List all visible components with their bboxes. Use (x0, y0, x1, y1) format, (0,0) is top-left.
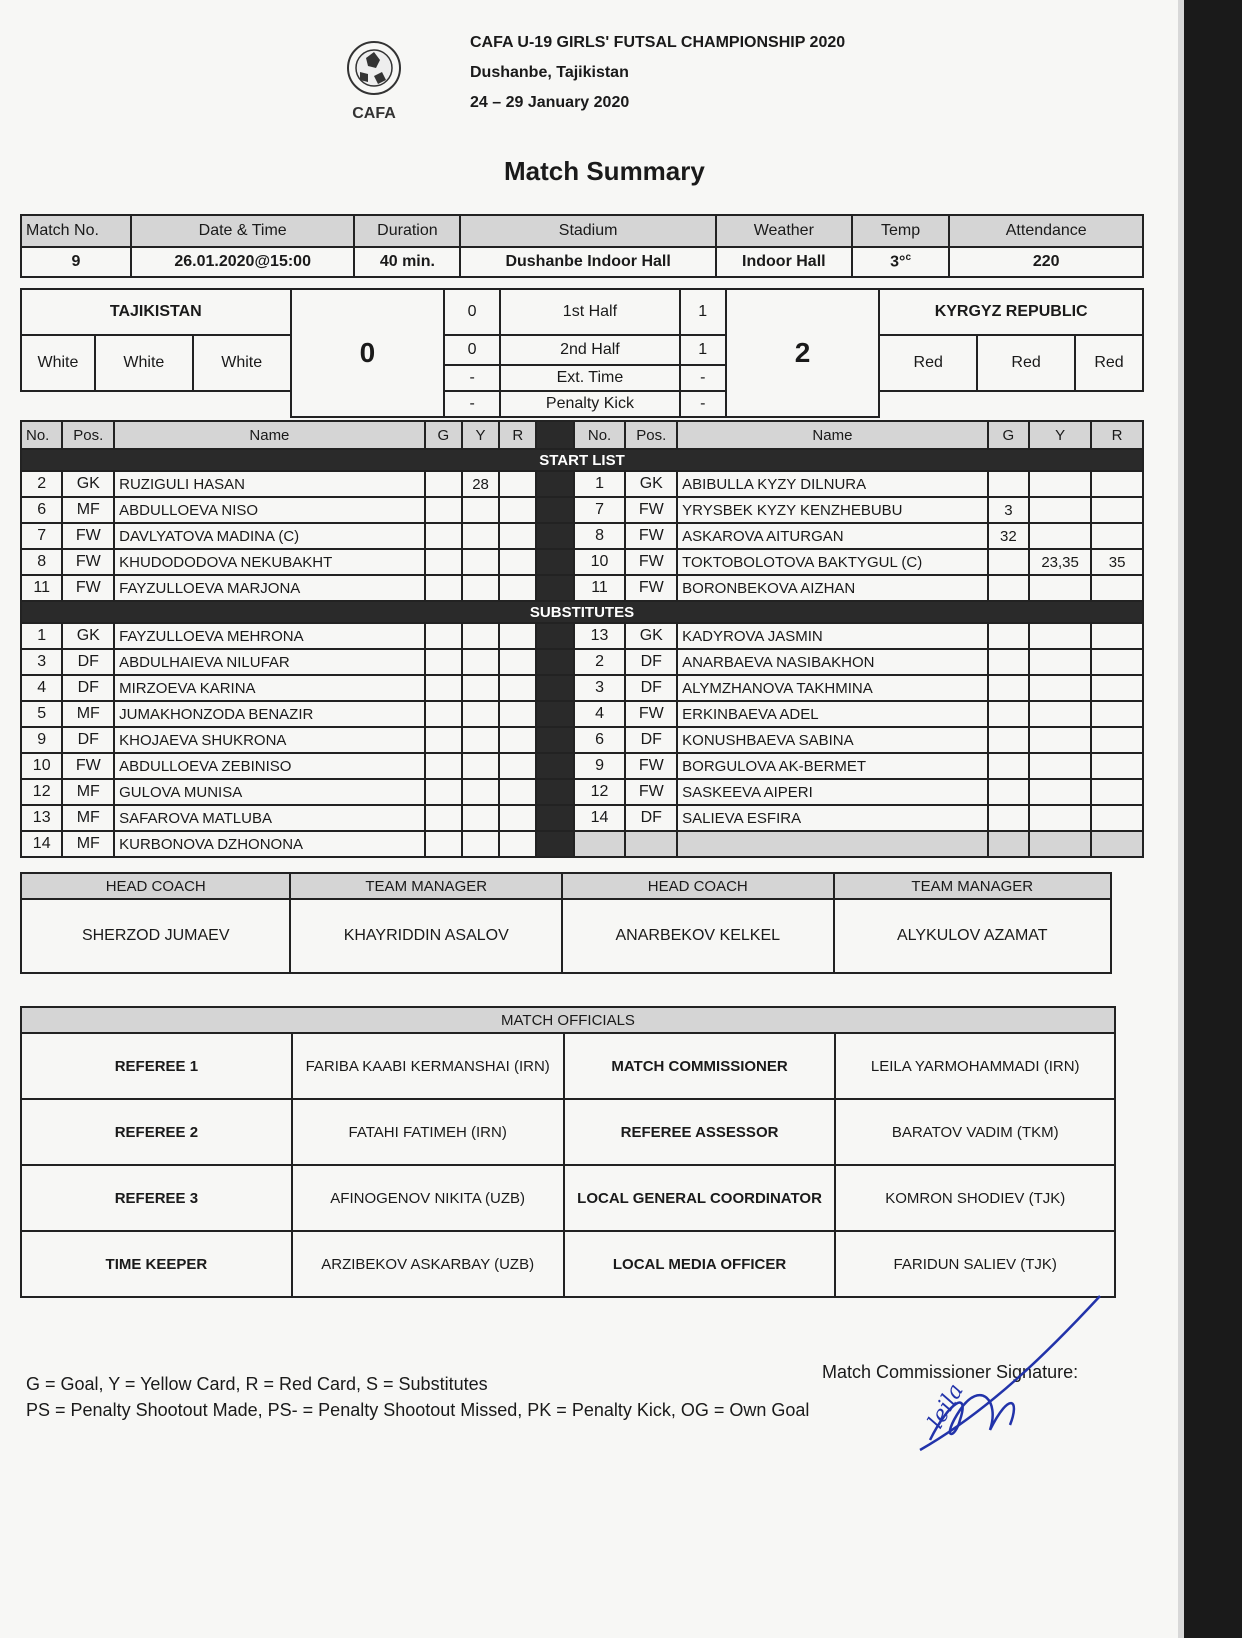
away-player-r (1091, 623, 1143, 649)
away-player-y (1029, 623, 1091, 649)
start-list-header: START LIST (21, 449, 1143, 471)
home-player-r (499, 727, 536, 753)
attendance-value: 220 (949, 247, 1143, 277)
home-player-no: 14 (21, 831, 62, 857)
divider (536, 649, 573, 675)
home-player-g (425, 649, 462, 675)
period-ext-time: Ext. Time (500, 365, 680, 391)
home-player-pos: FW (62, 753, 114, 779)
away-player-name: ANARBAEVA NASIBAKHON (677, 649, 988, 675)
away-player-no: 1 (574, 471, 626, 497)
official-role: REFEREE 2 (21, 1099, 292, 1165)
away-player-pos: DF (625, 649, 677, 675)
away-player-pos: DF (625, 805, 677, 831)
score-table (20, 288, 1144, 418)
away-player-name: KADYROVA JASMIN (677, 623, 988, 649)
home-player-no: 11 (21, 575, 62, 601)
home-player-name: MIRZOEVA KARINA (114, 675, 425, 701)
away-player-pos: FW (625, 549, 677, 575)
table-row (21, 497, 1143, 523)
home-player-r (499, 701, 536, 727)
col-home-pos: Pos. (62, 421, 114, 449)
away-player-y (1029, 575, 1091, 601)
away-player-name: ASKAROVA AITURGAN (677, 523, 988, 549)
official-name: ARZIBEKOV ASKARBAY (UZB) (292, 1231, 564, 1297)
home-kit-socks: White (193, 335, 291, 391)
home-1st-half: 0 (444, 289, 500, 335)
home-blank (21, 391, 291, 417)
period-1st-half: 1st Half (500, 289, 680, 335)
home-player-y (462, 701, 499, 727)
away-ext-time: - (680, 365, 726, 391)
label-weather: Weather (716, 215, 852, 247)
away-kit-shorts: Red (977, 335, 1075, 391)
away-team-manager: ALYKULOV AZAMAT (834, 899, 1111, 973)
away-penalty: - (680, 391, 726, 417)
label-date-time: Date & Time (131, 215, 355, 247)
signature-text: leila (923, 1379, 969, 1433)
home-player-r (499, 831, 536, 857)
away-player-no: 7 (574, 497, 626, 523)
official-role: REFEREE ASSESSOR (564, 1099, 836, 1165)
divider (536, 549, 573, 575)
label-home-team-manager: TEAM MANAGER (290, 873, 562, 899)
home-total-score: 0 (291, 289, 445, 417)
divider (536, 471, 573, 497)
away-player-y (1029, 753, 1091, 779)
away-player-g: 3 (988, 497, 1029, 523)
home-player-g (425, 805, 462, 831)
home-player-name: GULOVA MUNISA (114, 779, 425, 805)
home-player-y (462, 549, 499, 575)
away-player-no: 10 (574, 549, 626, 575)
label-home-head-coach: HEAD COACH (21, 873, 290, 899)
divider (536, 523, 573, 549)
away-2nd-half: 1 (680, 335, 726, 365)
label-away-team-manager: TEAM MANAGER (834, 873, 1111, 899)
away-player-r (1091, 649, 1143, 675)
home-player-y (462, 753, 499, 779)
away-player-no: 4 (574, 701, 626, 727)
home-player-no: 3 (21, 649, 62, 675)
away-player-g (988, 575, 1029, 601)
official-role: REFEREE 3 (21, 1165, 292, 1231)
label-away-head-coach: HEAD COACH (562, 873, 834, 899)
home-player-pos: GK (62, 623, 114, 649)
home-player-name: FAYZULLOEVA MEHRONA (114, 623, 425, 649)
away-player-r (1091, 471, 1143, 497)
table-row (21, 753, 1143, 779)
home-player-name: ABDULLOEVA ZEBINISO (114, 753, 425, 779)
home-player-y (462, 805, 499, 831)
page-title: Match Summary (504, 156, 705, 186)
home-player-g (425, 523, 462, 549)
home-player-pos: MF (62, 497, 114, 523)
divider (536, 623, 573, 649)
away-player-g (988, 649, 1029, 675)
away-player-pos: DF (625, 675, 677, 701)
away-player-r (1091, 727, 1143, 753)
col-home-g: G (425, 421, 462, 449)
home-player-y (462, 831, 499, 857)
col-away-g: G (988, 421, 1029, 449)
label-attendance: Attendance (949, 215, 1143, 247)
event-dates: 24 – 29 January 2020 (470, 94, 630, 111)
away-player-y: 23,35 (1029, 549, 1091, 575)
col-away-r: R (1091, 421, 1143, 449)
championship-title: CAFA U-19 GIRLS' FUTSAL CHAMPIONSHIP 2020 (470, 34, 846, 51)
col-away-y: Y (1029, 421, 1091, 449)
col-home-r: R (499, 421, 536, 449)
divider (536, 497, 573, 523)
away-player-r (1091, 805, 1143, 831)
away-player-pos: FW (625, 701, 677, 727)
home-team-manager: KHAYRIDDIN ASALOV (290, 899, 562, 973)
staff-table (20, 872, 1112, 974)
table-row (21, 649, 1143, 675)
away-player-name: SASKEEVA AIPERI (677, 779, 988, 805)
away-blank (879, 391, 1143, 417)
divider (536, 779, 573, 805)
home-kit-shirt: White (21, 335, 95, 391)
away-player-r (1091, 523, 1143, 549)
label-stadium: Stadium (460, 215, 716, 247)
home-player-pos: MF (62, 831, 114, 857)
away-player-r (1091, 575, 1143, 601)
officials-table (20, 1006, 1116, 1298)
divider (536, 701, 573, 727)
away-player-name: KONUSHBAEVA SABINA (677, 727, 988, 753)
away-player-g: 32 (988, 523, 1029, 549)
home-player-r (499, 649, 536, 675)
official-role: REFEREE 1 (21, 1033, 292, 1099)
table-row (21, 675, 1143, 701)
home-player-r (499, 471, 536, 497)
home-player-y (462, 623, 499, 649)
divider (536, 575, 573, 601)
away-player-y (1029, 523, 1091, 549)
legend-line-1: G = Goal, Y = Yellow Card, R = Red Card, S = Substitutes (26, 1374, 488, 1394)
home-player-g (425, 675, 462, 701)
away-player-y (1029, 497, 1091, 523)
weather-value: Indoor Hall (716, 247, 852, 277)
away-player-g (988, 471, 1029, 497)
home-player-pos: MF (62, 779, 114, 805)
dark-background-edge (1184, 0, 1242, 1638)
away-player-pos: GK (625, 471, 677, 497)
location: Dushanbe, Tajikistan (470, 64, 629, 81)
temp-value (852, 247, 950, 277)
home-player-no: 13 (21, 805, 62, 831)
home-player-r (499, 523, 536, 549)
home-player-name: ABDULLOEVA NISO (114, 497, 425, 523)
match-info-table (20, 214, 1144, 278)
home-player-pos: FW (62, 523, 114, 549)
home-player-g (425, 623, 462, 649)
away-player-y (1029, 675, 1091, 701)
col-away-no: No. (574, 421, 626, 449)
official-name: FARIDUN SALIEV (TJK) (835, 1231, 1115, 1297)
away-team-name: KYRGYZ REPUBLIC (879, 289, 1143, 335)
table-row (21, 831, 1143, 857)
table-row (21, 701, 1143, 727)
divider (536, 675, 573, 701)
home-player-name: JUMAKHONZODA BENAZIR (114, 701, 425, 727)
officials-row (21, 1033, 1115, 1099)
away-player-no: 14 (574, 805, 626, 831)
home-player-y (462, 779, 499, 805)
away-player-name: BORONBEKOVA AIZHAN (677, 575, 988, 601)
away-player-g (988, 753, 1029, 779)
home-player-y: 28 (462, 471, 499, 497)
home-player-g (425, 831, 462, 857)
officials-row (21, 1165, 1115, 1231)
away-player-no: 9 (574, 753, 626, 779)
away-player-g (988, 675, 1029, 701)
away-empty-cell (988, 831, 1029, 857)
home-player-pos: GK (62, 471, 114, 497)
col-home-name: Name (114, 421, 425, 449)
home-player-name: DAVLYATOVA MADINA (C) (114, 523, 425, 549)
divider (536, 727, 573, 753)
away-player-r (1091, 497, 1143, 523)
home-player-r (499, 497, 536, 523)
home-ext-time: - (444, 365, 500, 391)
home-player-r (499, 753, 536, 779)
away-empty-cell (574, 831, 626, 857)
period-penalty-kick: Penalty Kick (500, 391, 680, 417)
home-player-g (425, 701, 462, 727)
home-player-y (462, 727, 499, 753)
away-player-no: 2 (574, 649, 626, 675)
match-no-value: 9 (21, 247, 131, 277)
divider (536, 753, 573, 779)
away-player-r (1091, 675, 1143, 701)
home-player-name: SAFAROVA MATLUBA (114, 805, 425, 831)
signature-label: Match Commissioner Signature: (822, 1362, 1079, 1382)
away-player-pos: GK (625, 623, 677, 649)
away-player-g (988, 623, 1029, 649)
date-time-value: 26.01.2020@15:00 (131, 247, 355, 277)
away-player-r: 35 (1091, 549, 1143, 575)
label-match-no: Match No. (21, 215, 131, 247)
away-1st-half: 1 (680, 289, 726, 335)
home-player-name: KHOJAEVA SHUKRONA (114, 727, 425, 753)
legend-line-2: PS = Penalty Shootout Made, PS- = Penalty Shootout Missed, PK = Penalty Kick, OG = Own Goal (26, 1400, 810, 1420)
divider (536, 421, 573, 449)
home-player-g (425, 549, 462, 575)
home-player-r (499, 575, 536, 601)
official-name: KOMRON SHODIEV (TJK) (835, 1165, 1115, 1231)
away-empty-cell (677, 831, 988, 857)
home-player-g (425, 753, 462, 779)
home-player-g (425, 575, 462, 601)
substitutes-header: SUBSTITUTES (21, 601, 1143, 623)
home-player-name: KHUDODODOVA NEKUBAKHT (114, 549, 425, 575)
home-player-pos: DF (62, 649, 114, 675)
away-total-score: 2 (726, 289, 880, 417)
period-2nd-half: 2nd Half (500, 335, 680, 365)
away-player-no: 6 (574, 727, 626, 753)
home-head-coach: SHERZOD JUMAEV (21, 899, 290, 973)
home-player-no: 10 (21, 753, 62, 779)
away-player-name: TOKTOBOLOTOVA BAKTYGUL (C) (677, 549, 988, 575)
away-player-pos: DF (625, 727, 677, 753)
table-row (21, 549, 1143, 575)
home-player-name: RUZIGULI HASAN (114, 471, 425, 497)
duration-value: 40 min. (354, 247, 460, 277)
away-empty-cell (1029, 831, 1091, 857)
home-team-name: TAJIKISTAN (21, 289, 291, 335)
home-player-r (499, 623, 536, 649)
table-row (21, 727, 1143, 753)
away-player-name: SALIEVA ESFIRA (677, 805, 988, 831)
home-player-g (425, 497, 462, 523)
official-role: LOCAL MEDIA OFFICER (564, 1231, 836, 1297)
home-player-g (425, 779, 462, 805)
home-player-no: 2 (21, 471, 62, 497)
home-player-r (499, 675, 536, 701)
official-name: FATAHI FATIMEH (IRN) (292, 1099, 564, 1165)
official-role: MATCH COMMISSIONER (564, 1033, 836, 1099)
official-name: FARIBA KAABI KERMANSHAI (IRN) (292, 1033, 564, 1099)
away-player-pos: FW (625, 575, 677, 601)
home-player-r (499, 549, 536, 575)
home-penalty: - (444, 391, 500, 417)
away-player-y (1029, 649, 1091, 675)
table-row (21, 575, 1143, 601)
home-player-g (425, 727, 462, 753)
officials-row (21, 1099, 1115, 1165)
away-player-g (988, 701, 1029, 727)
away-player-no: 3 (574, 675, 626, 701)
cafa-logo (338, 38, 410, 124)
away-player-r (1091, 753, 1143, 779)
col-away-name: Name (677, 421, 988, 449)
home-player-pos: MF (62, 805, 114, 831)
away-player-r (1091, 779, 1143, 805)
home-player-no: 12 (21, 779, 62, 805)
home-player-pos: MF (62, 701, 114, 727)
lineups-table (20, 420, 1144, 858)
stadium-value: Dushanbe Indoor Hall (460, 247, 716, 277)
home-player-g (425, 471, 462, 497)
away-player-name: ALYMZHANOVA TAKHMINA (677, 675, 988, 701)
away-head-coach: ANARBEKOV KELKEL (562, 899, 834, 973)
away-empty-cell (625, 831, 677, 857)
temp-unit: c (905, 252, 911, 264)
official-role: TIME KEEPER (21, 1231, 292, 1297)
official-name: LEILA YARMOHAMMADI (IRN) (835, 1033, 1115, 1099)
table-row (21, 623, 1143, 649)
home-player-y (462, 497, 499, 523)
home-player-y (462, 675, 499, 701)
table-row (21, 471, 1143, 497)
away-player-pos: FW (625, 779, 677, 805)
away-player-y (1029, 471, 1091, 497)
away-player-no: 13 (574, 623, 626, 649)
divider (536, 805, 573, 831)
away-player-pos: FW (625, 753, 677, 779)
temp-number: 3° (890, 253, 906, 271)
home-player-no: 8 (21, 549, 62, 575)
official-name: BARATOV VADIM (TKM) (835, 1099, 1115, 1165)
label-duration: Duration (354, 215, 460, 247)
home-player-pos: DF (62, 675, 114, 701)
official-name: AFINOGENOV NIKITA (UZB) (292, 1165, 564, 1231)
away-player-no: 12 (574, 779, 626, 805)
away-player-pos: FW (625, 497, 677, 523)
away-player-name: BORGULOVA AK-BERMET (677, 753, 988, 779)
away-player-r (1091, 701, 1143, 727)
col-home-no: No. (21, 421, 62, 449)
away-player-no: 11 (574, 575, 626, 601)
table-row (21, 805, 1143, 831)
away-player-name: ERKINBAEVA ADEL (677, 701, 988, 727)
home-player-y (462, 575, 499, 601)
away-player-g (988, 549, 1029, 575)
away-player-no: 8 (574, 523, 626, 549)
away-player-pos: FW (625, 523, 677, 549)
home-player-name: FAYZULLOEVA MARJONA (114, 575, 425, 601)
home-player-name: ABDULHAIEVA NILUFAR (114, 649, 425, 675)
away-player-g (988, 805, 1029, 831)
home-player-no: 4 (21, 675, 62, 701)
away-kit-socks: Red (1075, 335, 1143, 391)
label-temp: Temp (852, 215, 950, 247)
logo-text: CAFA (352, 105, 396, 122)
home-player-y (462, 523, 499, 549)
home-player-name: KURBONOVA DZHONONA (114, 831, 425, 857)
away-player-y (1029, 701, 1091, 727)
home-player-no: 6 (21, 497, 62, 523)
home-kit-shorts: White (95, 335, 193, 391)
home-player-no: 5 (21, 701, 62, 727)
home-player-no: 7 (21, 523, 62, 549)
col-home-y: Y (462, 421, 499, 449)
away-player-y (1029, 805, 1091, 831)
away-player-y (1029, 727, 1091, 753)
away-empty-cell (1091, 831, 1143, 857)
home-2nd-half: 0 (444, 335, 500, 365)
home-player-no: 1 (21, 623, 62, 649)
table-row (21, 779, 1143, 805)
officials-title: MATCH OFFICIALS (21, 1007, 1115, 1033)
home-player-r (499, 805, 536, 831)
home-player-r (499, 779, 536, 805)
commissioner-signature (900, 1290, 1120, 1460)
divider (536, 831, 573, 857)
officials-row (21, 1231, 1115, 1297)
away-kit-shirt: Red (879, 335, 977, 391)
home-player-pos: DF (62, 727, 114, 753)
away-player-g (988, 727, 1029, 753)
home-player-pos: FW (62, 549, 114, 575)
home-player-no: 9 (21, 727, 62, 753)
home-player-pos: FW (62, 575, 114, 601)
home-player-y (462, 649, 499, 675)
away-player-name: ABIBULLA KYZY DILNURA (677, 471, 988, 497)
away-player-g (988, 779, 1029, 805)
away-player-name: YRYSBEK KYZY KENZHEBUBU (677, 497, 988, 523)
official-role: LOCAL GENERAL COORDINATOR (564, 1165, 836, 1231)
away-player-y (1029, 779, 1091, 805)
table-row (21, 523, 1143, 549)
col-away-pos: Pos. (625, 421, 677, 449)
